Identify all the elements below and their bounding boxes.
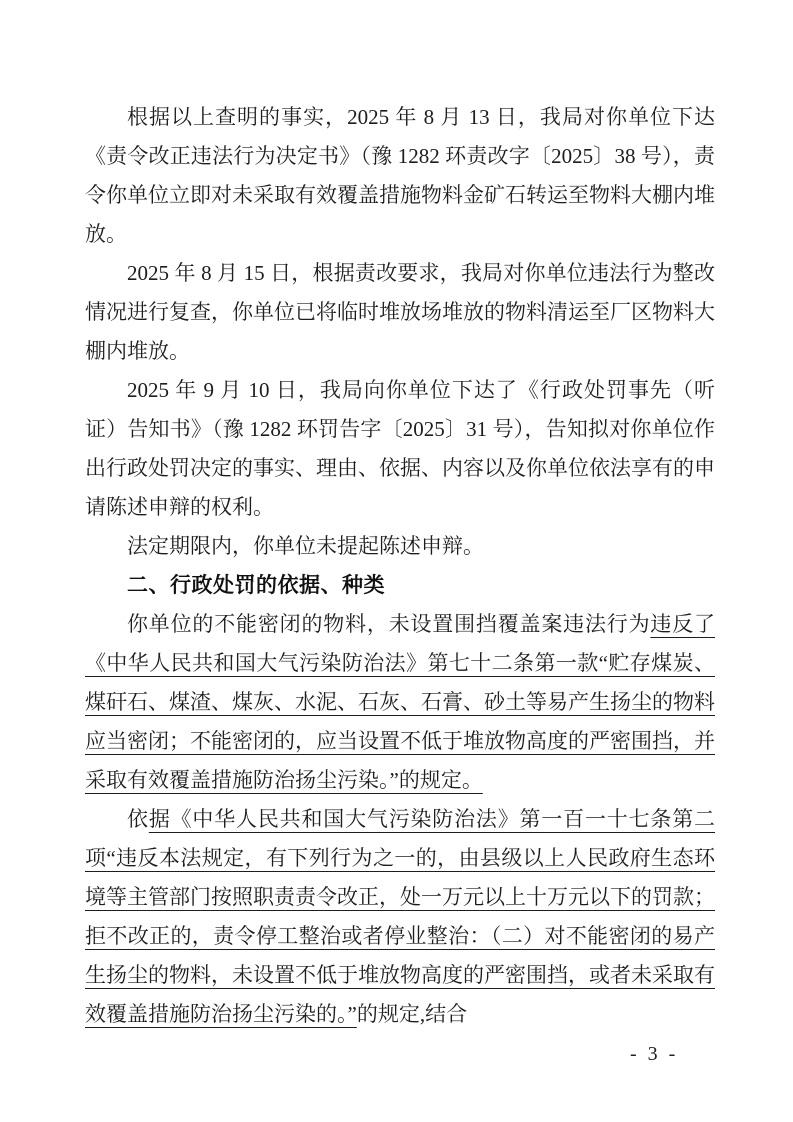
heading-penalty-basis bbox=[85, 566, 715, 605]
text-segment: 的规定,结合 bbox=[356, 1002, 468, 1026]
para-reinspection bbox=[85, 254, 715, 371]
underlined-text-segment: 据《中华人民共和国大气污染防治法》第一百一十七条第二项“违反本法规定，有下列行为之一的，由县级以上人民政府生态环境等主管部门按照职责责令改正，处一万元以上十万元以下的罚款；拒不改正的，责令停工整治或者停业整治：（二）对不能密闭的易产生扬尘的物料，未设置不低于堆放物高度的严密围挡，或者未采取有效覆盖措施防治扬尘污染的。” bbox=[85, 807, 716, 1026]
document-body bbox=[85, 98, 715, 1034]
text-segment: 2025 年 8 月 15 日，根据责改要求，我局对你单位违法行为整改情况进行复查，你单位已将临时堆放场堆放的物料清运至厂区物料大棚内堆放。 bbox=[85, 261, 715, 363]
para-no-statement bbox=[85, 527, 715, 566]
para-prior-notice bbox=[85, 371, 715, 527]
text-segment: 法定期限内，你单位未提起陈述申辩。 bbox=[127, 534, 484, 558]
text-segment: 二、行政处罚的依据、种类 bbox=[127, 574, 385, 597]
underlined-text-segment: 违反了《中华人民共和国大气污染防治法》第七十二条第一款“贮存煤炭、煤矸石、煤渣、煤灰、水泥、石灰、石膏、砂土等易产生扬尘的物料应当密闭；不能密闭的，应当设置不低于堆放物高度的严密围挡，并采取有效覆盖措施防治扬尘污染。”的规定。 bbox=[85, 612, 716, 792]
para-penalty-clause bbox=[85, 800, 715, 1034]
para-violation-clause bbox=[85, 605, 715, 800]
para-correction-order bbox=[85, 98, 715, 254]
text-segment: 2025 年 9 月 10 日，我局向你单位下达了《行政处罚事先（听证）告知书》（豫 1282 环罚告字〔2025〕31 号），告知拟对你单位作出行政处罚决定的事实、理由、依据、内容以及你单位依法享有的申请陈述申辩的权利。 bbox=[85, 378, 715, 519]
page-number: - 3 - bbox=[630, 1043, 679, 1065]
text-segment: 你单位的不能密闭的物料，未设置围挡覆盖案违法行为 bbox=[127, 612, 651, 636]
text-segment: 依 bbox=[127, 807, 149, 831]
text-segment: 根据以上查明的事实，2025 年 8 月 13 日，我局对你单位下达《责令改正违法行为决定书》（豫 1282 环责改字〔2025〕38 号），责令你单位立即对未采取有效覆盖措施物料金矿石转运至物料大棚内堆放。 bbox=[85, 105, 715, 246]
